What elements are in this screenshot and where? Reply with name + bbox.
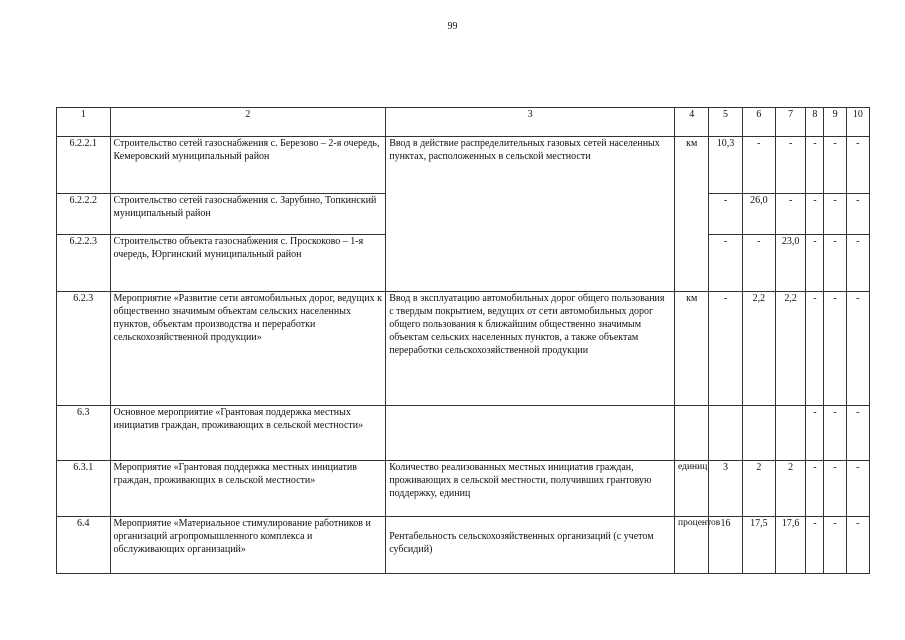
value-cell: 10,3 <box>709 137 742 194</box>
program-indicators-table <box>56 107 870 574</box>
value-cell: 26,0 <box>742 194 775 235</box>
value-cell: 2,2 <box>776 292 806 406</box>
value-cell: - <box>824 235 846 292</box>
table-header-row <box>57 108 870 137</box>
header-cell: 3 <box>386 108 675 137</box>
value-cell: - <box>824 292 846 406</box>
value-cell: - <box>709 292 742 406</box>
row-title: Мероприятие «Материальное стимулирование работников и организаций агропромышленного комплекса и обслуживающих организаций» <box>110 517 386 574</box>
value-cell: - <box>806 194 824 235</box>
value-cell: - <box>776 194 806 235</box>
table-row <box>57 292 870 406</box>
table-row <box>57 517 870 574</box>
value-cell: 17,5 <box>742 517 775 574</box>
value-cell: 2 <box>776 461 806 517</box>
value-cell <box>742 406 775 461</box>
row-title: Строительство объекта газоснабжения с. Проскоково – 1-я очередь, Юргинский муниципальный район <box>110 235 386 292</box>
page-number: 99 <box>447 21 458 32</box>
row-code: 6.2.3 <box>57 292 111 406</box>
row-indicator: Ввод в действие распределительных газовых сетей населенных пунктах, расположенных в сельской местности <box>386 137 675 292</box>
header-cell: 7 <box>776 108 806 137</box>
table-row <box>57 137 870 194</box>
row-title: Мероприятие «Грантовая поддержка местных инициатив граждан, проживающих в сельской местности» <box>110 461 386 517</box>
row-title: Мероприятие «Развитие сети автомобильных дорог, ведущих к общественно значимым объектам сельских населенных пунктов, объектам производства и переработки сельскохозяйственной продукции» <box>110 292 386 406</box>
value-cell: - <box>824 194 846 235</box>
value-cell: - <box>806 406 824 461</box>
table-row <box>57 406 870 461</box>
value-cell: - <box>806 461 824 517</box>
row-title: Основное мероприятие «Грантовая поддержка местных инициатив граждан, проживающих в сельской местности» <box>110 406 386 461</box>
value-cell: - <box>846 461 869 517</box>
header-cell: 8 <box>806 108 824 137</box>
row-code: 6.3 <box>57 406 111 461</box>
value-cell: - <box>824 137 846 194</box>
value-cell: - <box>806 292 824 406</box>
value-cell: - <box>806 137 824 194</box>
header-cell: 9 <box>824 108 846 137</box>
header-cell: 6 <box>742 108 775 137</box>
row-code: 6.3.1 <box>57 461 111 517</box>
table-row <box>57 461 870 517</box>
value-cell: 2 <box>742 461 775 517</box>
value-cell: - <box>824 406 846 461</box>
row-unit: км <box>675 292 709 406</box>
value-cell: - <box>806 235 824 292</box>
value-cell: - <box>709 235 742 292</box>
value-cell: - <box>742 235 775 292</box>
row-indicator: Ввод в эксплуатацию автомобильных дорог общего пользования с твердым покрытием, ведущих от сети автомобильных дорог общего пользования к ближайшим общественно значимым объектам сельских населенных пунктов, а также объектам переработки сельскохозяйственной продукции <box>386 292 675 406</box>
row-title: Строительство сетей газоснабжения с. Березово – 2-я очередь, Кемеровский муниципальный район <box>110 137 386 194</box>
header-cell: 2 <box>110 108 386 137</box>
value-cell: 17,6 <box>776 517 806 574</box>
row-unit: единиц <box>675 461 709 517</box>
value-cell <box>776 406 806 461</box>
value-cell: - <box>846 194 869 235</box>
header-cell: 1 <box>57 108 111 137</box>
value-cell: - <box>846 406 869 461</box>
row-title: Строительство сетей газоснабжения с. Зарубино, Топкинский муниципальный район <box>110 194 386 235</box>
value-cell: - <box>824 517 846 574</box>
value-cell: 2,2 <box>742 292 775 406</box>
header-cell: 10 <box>846 108 869 137</box>
row-unit: процентов <box>675 517 709 574</box>
header-cell: 5 <box>709 108 742 137</box>
value-cell: - <box>806 517 824 574</box>
row-code: 6.2.2.1 <box>57 137 111 194</box>
value-cell <box>709 406 742 461</box>
value-cell: - <box>846 235 869 292</box>
header-cell: 4 <box>675 108 709 137</box>
value-cell: 16 <box>709 517 742 574</box>
row-unit: км <box>675 137 709 292</box>
row-code: 6.4 <box>57 517 111 574</box>
value-cell: 23,0 <box>776 235 806 292</box>
value-cell: 3 <box>709 461 742 517</box>
value-cell: - <box>742 137 775 194</box>
value-cell: - <box>776 137 806 194</box>
value-cell: - <box>824 461 846 517</box>
value-cell: - <box>846 292 869 406</box>
row-indicator <box>386 406 675 461</box>
row-indicator: Количество реализованных местных инициатив граждан, проживающих в сельской местности, получивших грантовую поддержку, единиц <box>386 461 675 517</box>
row-code: 6.2.2.3 <box>57 235 111 292</box>
value-cell: - <box>846 517 869 574</box>
row-code: 6.2.2.2 <box>57 194 111 235</box>
value-cell: - <box>709 194 742 235</box>
row-indicator: Рентабельность сельскохозяйственных организаций (с учетом субсидий) <box>386 517 675 574</box>
row-unit <box>675 406 709 461</box>
value-cell: - <box>846 137 869 194</box>
